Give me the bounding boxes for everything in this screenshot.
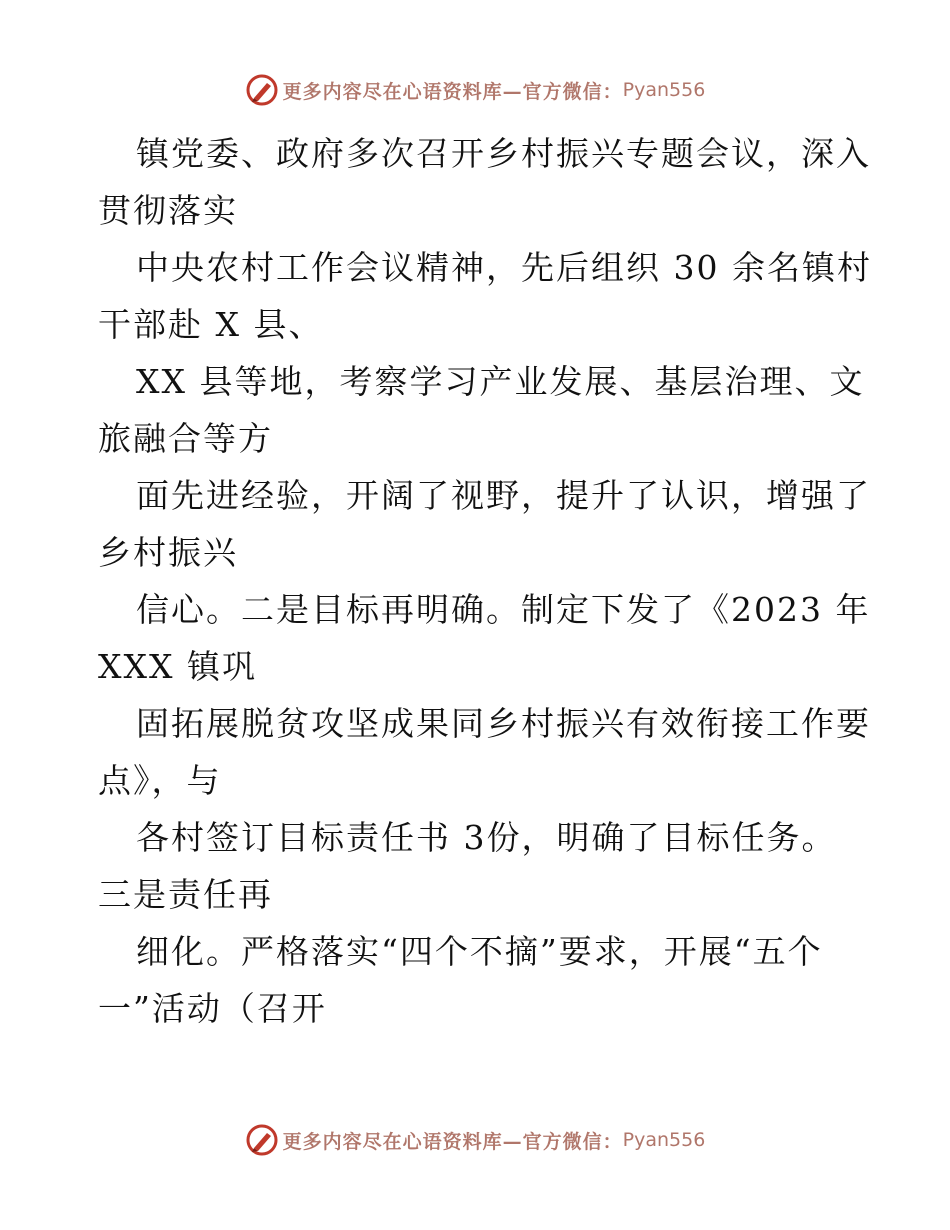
- footer-watermark: [0, 1120, 950, 1160]
- body-text-line: 贯彻落实: [98, 191, 238, 230]
- pen-logo-icon: [245, 73, 279, 107]
- body-text-line: 干部赴 X 县、: [98, 305, 324, 344]
- body-text-line: 旅融合等方: [98, 419, 273, 458]
- body-text-line: 面先进经验，开阔了视野，提升了认识，增强了: [136, 476, 871, 515]
- body-text-line: 三是责任再: [98, 875, 273, 914]
- body-text-line: 一”活动（召开: [98, 989, 327, 1028]
- body-text-line: 各村签订目标责任书 3份，明确了目标任务。: [136, 818, 837, 857]
- body-text-line: XX 县等地，考察学习产业发展、基层治理、文: [136, 362, 865, 401]
- body-text-line: 镇党委、政府多次召开乡村振兴专题会议，深入: [136, 134, 871, 173]
- body-text-line: 细化。严格落实“四个不摘”要求，开展“五个: [136, 932, 823, 971]
- body-text-line: XXX 镇巩: [98, 647, 257, 686]
- body-text-line: 点》，与: [98, 761, 222, 800]
- body-text-line: 中央农村工作会议精神，先后组织 30 余名镇村: [136, 248, 872, 287]
- body-text-line: 信心。二是目标再明确。制定下发了《2023 年: [136, 590, 871, 629]
- body-text-line: 固拓展脱贫攻坚成果同乡村振兴有效衔接工作要: [136, 704, 871, 743]
- document-body: [98, 125, 872, 1037]
- watermark-id: Pyan556: [622, 1129, 706, 1151]
- pen-logo-icon: [245, 1123, 279, 1157]
- watermark-id: Pyan556: [622, 79, 706, 101]
- body-text-line: 乡村振兴: [98, 533, 238, 572]
- watermark-text: 更多内容尽在心语资料库—官方微信：: [282, 80, 623, 103]
- header-watermark: [0, 70, 950, 110]
- watermark-text: 更多内容尽在心语资料库—官方微信：: [282, 1130, 623, 1153]
